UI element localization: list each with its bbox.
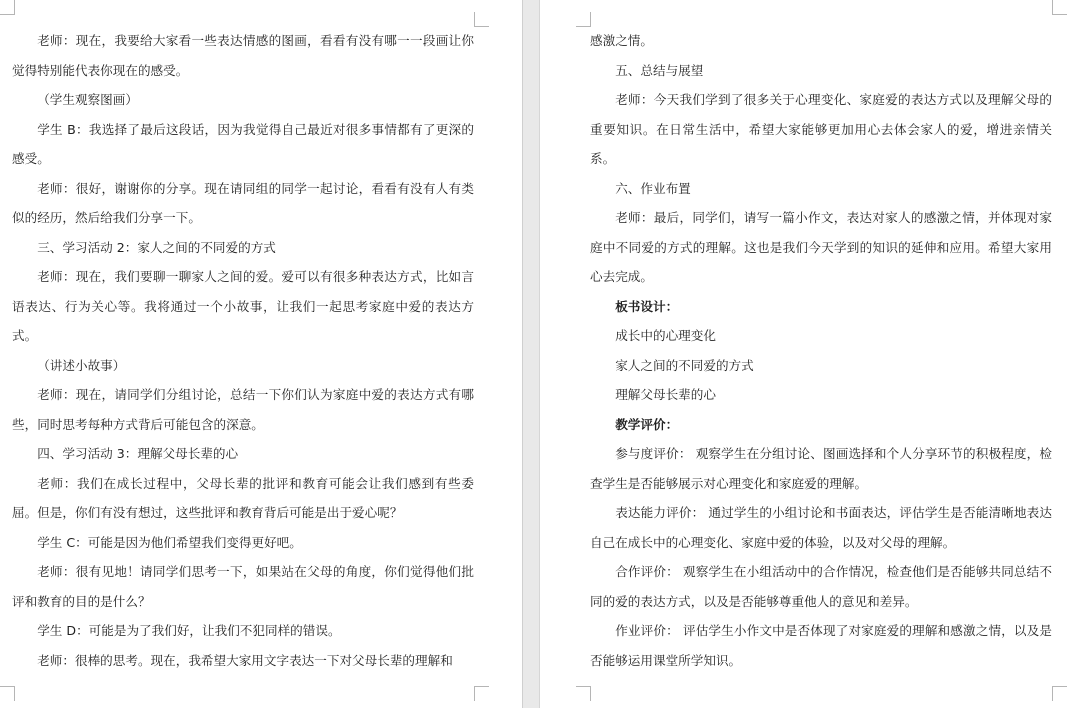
left-page [0,0,522,708]
board-design-heading: 板书设计： [615,298,679,314]
section-heading: 六、作业布置 [615,180,691,196]
paragraph: 老师：今天我们学到了很多关于心理变化、家庭爱的表达方式以及理解父母的重要知识。在日常生活中，希望大家能够更加用心去体会家人的爱，增进亲情关系。 [590,92,1052,166]
paragraph: 老师：很棒的思考。现在，我希望大家用文字表达一下对父母长辈的理解和 [37,652,453,668]
paragraph-continuation: 感激之情。 [590,33,653,48]
page-corner-mark [0,0,15,15]
paragraph: 老师：最后，同学们，请写一篇小作文，表达对家人的感激之情，并体现对家庭中不同爱的方式的理解。这也是我们今天学到的知识的延伸和应用。希望大家用心去完成。 [590,210,1052,284]
paragraph: 学生 C：可能是因为他们希望我们变得更好吧。 [37,534,302,550]
paragraph: 老师：现在，我们要聊一聊家人之间的爱。爱可以有很多种表达方式，比如言语表达、行为关心等。我将通过一个小故事，让我们一起思考家庭中爱的表达方式。 [12,269,474,343]
paragraph: 老师：现在，我要给大家看一些表达情感的图画，看看有没有哪一一段画让你觉得特别能代表你现在的感受。 [12,33,474,78]
evaluation-heading: 教学评价： [615,416,679,432]
evaluation-item: 表达能力评价： 通过学生的小组讨论和书面表达，评估学生是否能清晰地表达自己在成长中的心理变化、家庭中爱的体验，以及对父母的理解。 [590,505,1052,550]
paragraph: 老师：很好，谢谢你的分享。现在请同组的同学一起讨论，看看有没有人有类似的经历，然后给我们分享一下。 [12,180,474,225]
page-corner-mark [474,12,489,27]
evaluation-item: 作业评价： 评估学生小作文中是否体现了对家庭爱的理解和感激之情，以及是否能够运用课堂所学知识。 [590,623,1052,668]
section-heading: 三、学习活动 2：家人之间的不同爱的方式 [37,239,276,255]
page-corner-mark [576,686,591,701]
page-corner-mark [474,686,489,701]
page-corner-mark [1052,686,1067,701]
section-heading: 五、总结与展望 [615,62,704,78]
board-item: 成长中的心理变化 [615,328,716,343]
page-corner-mark [0,686,15,701]
page-gutter [522,0,540,708]
page-corner-mark [1052,0,1067,15]
left-page-body [12,26,474,675]
paragraph: 老师：很有见地！请同学们思考一下，如果站在父母的角度，你们觉得他们批评和教育的目的是什么？ [12,564,474,609]
right-page-body [590,26,1052,675]
board-item: 家人之间的不同爱的方式 [615,357,754,373]
paragraph: 老师：现在，请同学们分组讨论，总结一下你们认为家庭中爱的表达方式有哪些，同时思考每种方式背后可能包含的深意。 [12,387,474,432]
paragraph: 老师：我们在成长过程中，父母长辈的批评和教育可能会让我们感到有些委屈。但是，你们有没有想过，这些批评和教育背后可能是出于爱心呢？ [12,475,474,520]
section-heading: 四、学习活动 3：理解父母长辈的心 [37,446,239,461]
page-corner-mark [576,12,591,27]
paragraph: 学生 D：可能是为了我们好，让我们不犯同样的错误。 [37,623,341,638]
paragraph: 学生 B：我选择了最后这段话，因为我觉得自己最近对很多事情都有了更深的感受。 [12,121,474,166]
evaluation-item: 合作评价： 观察学生在小组活动中的合作情况，检查他们是否能够共同总结不同的爱的表达方式，以及是否能够尊重他人的意见和差异。 [590,564,1052,609]
right-page [540,0,1080,708]
stage-direction: （讲述小故事） [37,357,126,373]
evaluation-item: 参与度评价： 观察学生在分组讨论、图画选择和个人分享环节的积极程度，检查学生是否能够展示对心理变化和家庭爱的理解。 [590,446,1052,491]
board-item: 理解父母长辈的心 [615,387,716,402]
stage-direction: （学生观察图画） [37,92,138,107]
